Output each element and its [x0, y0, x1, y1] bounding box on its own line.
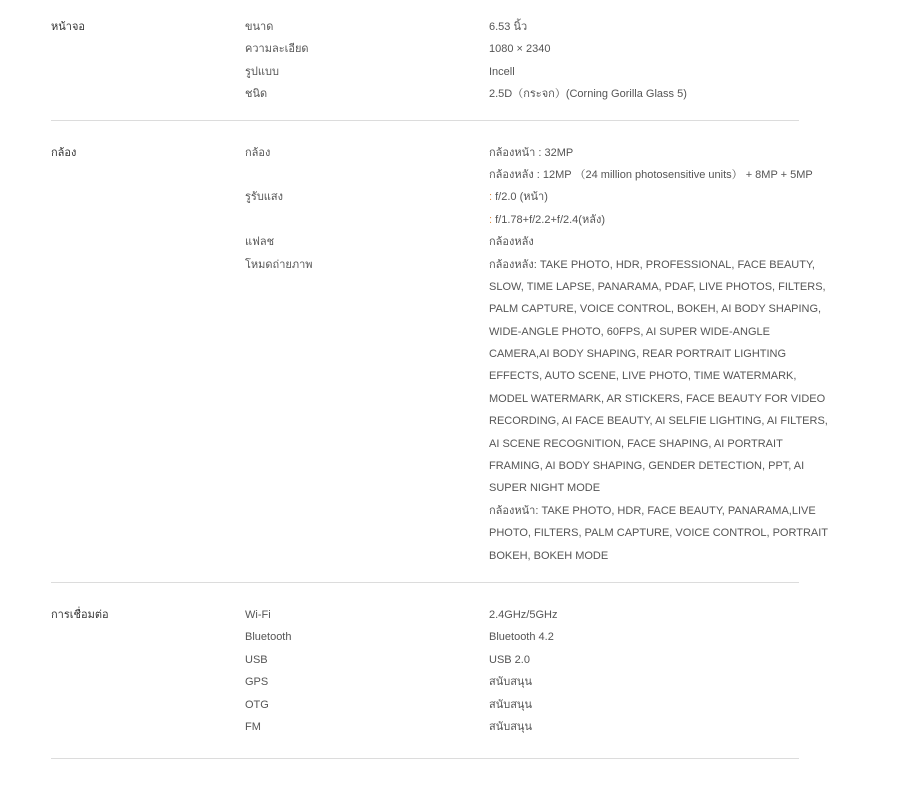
spec-value-line: EFFECTS, AUTO SCENE, LIVE PHOTO, TIME WATERMARK, [489, 370, 797, 383]
spec-label: Wi-Fi [245, 608, 271, 621]
spec-value-line: PHOTO, FILTERS, PALM CAPTURE, VOICE CONTROL, PORTRAIT [489, 527, 829, 540]
spec-value-line: BOKEH, BOKEH MODE [489, 549, 609, 562]
spec-value-line: กล้องหลัง: TAKE PHOTO, HDR, PROFESSIONAL, FACE BEAUTY, [489, 258, 815, 271]
spec-row [51, 604, 799, 626]
spec-value-line: กล้องหลัง [489, 236, 534, 249]
spec-value: สนับสนุน [489, 720, 532, 733]
spec-row [51, 254, 829, 567]
spec-value-line: กล้องหลัง : 12MP （24 million photosensitive units） + 8MP + 5MP [489, 168, 813, 181]
spec-value-line: SLOW, TIME LAPSE, PANARAMA, PDAF, LIVE PHOTOS, FILTERS, [489, 280, 826, 293]
spec-label: กล้อง [245, 146, 271, 159]
spec-label: ความละเอียด [245, 43, 309, 56]
spec-row [51, 671, 799, 693]
spec-label: USB [245, 653, 268, 666]
section-title: หน้าจอ [51, 21, 85, 33]
spec-value: USB 2.0 [489, 653, 530, 666]
spec-value-line: กล้องหน้า: TAKE PHOTO, HDR, FACE BEAUTY, PANARAMA,LIVE [489, 504, 816, 517]
spec-value-line: AI SCENE RECOGNITION, FACE SHAPING, AI PORTRAIT [489, 437, 783, 450]
spec-row [51, 38, 799, 60]
spec-row [51, 694, 799, 716]
spec-row [51, 186, 799, 231]
spec-label: GPS [245, 676, 269, 689]
spec-value: 1080 × 2340 [489, 43, 551, 56]
spec-row [51, 142, 813, 187]
spec-value-line: FRAMING, AI BODY SHAPING, GENDER DETECTION, PPT, AI [489, 460, 805, 473]
spec-value-line: SUPER NIGHT MODE [489, 482, 601, 495]
spec-value-line: WIDE-ANGLE PHOTO, 60FPS, AI SUPER WIDE-ANGLE [489, 325, 770, 338]
spec-value-line: CAMERA,AI BODY SHAPING, REAR PORTRAIT LIGHTING [489, 348, 787, 361]
aperture-colon: : [489, 191, 493, 204]
spec-value: สนับสนุน [489, 676, 532, 689]
spec-section-display [51, 16, 799, 121]
spec-value-line: MODEL WATERMARK, AR STICKERS, FACE BEAUTY FOR VIDEO [489, 392, 826, 405]
spec-row [51, 16, 799, 38]
spec-section-connectivity [51, 583, 799, 759]
spec-section-camera [51, 121, 829, 583]
spec-value: สนับสนุน [489, 698, 532, 711]
spec-row [51, 716, 799, 738]
spec-value-line: : f/2.0 (หน้า) [489, 191, 548, 204]
spec-value: Bluetooth 4.2 [489, 631, 554, 644]
spec-value-line: PALM CAPTURE, VOICE CONTROL, BOKEH, AI BODY SHAPING, [489, 303, 822, 316]
spec-row [51, 61, 799, 83]
spec-label: Bluetooth [245, 631, 292, 644]
spec-label: FM [245, 720, 261, 733]
spec-label: ขนาด [245, 21, 274, 33]
spec-value-line: กล้องหน้า : 32MP [489, 146, 574, 159]
spec-value: 2.4GHz/5GHz [489, 608, 558, 621]
spec-label: ชนิด [245, 88, 268, 101]
spec-table [51, 16, 829, 759]
spec-row [51, 649, 799, 671]
spec-label: OTG [245, 698, 269, 711]
spec-value: 2.5D（กระจก）(Corning Gorilla Glass 5) [489, 88, 687, 101]
section-title: กล้อง [51, 146, 77, 159]
spec-label: รูปแบบ [245, 65, 279, 78]
spec-value: Incell [489, 65, 515, 78]
spec-row [51, 626, 799, 648]
spec-value-line: RECORDING, AI FACE BEAUTY, AI SELFIE LIGHTING, AI FILTERS, [489, 415, 828, 428]
spec-label: โหมดถ่ายภาพ [245, 258, 313, 271]
spec-label: แฟลช [245, 236, 275, 249]
aperture-colon: : [489, 213, 493, 226]
spec-value-line: : f/1.78+f/2.2+f/2.4(หลัง) [489, 213, 605, 226]
spec-value: 6.53 นิ้ว [489, 21, 528, 33]
spec-row [51, 231, 799, 253]
spec-row [51, 83, 799, 105]
spec-label: รูรับแสง [245, 191, 283, 204]
section-title: การเชื่อมต่อ [51, 608, 109, 621]
